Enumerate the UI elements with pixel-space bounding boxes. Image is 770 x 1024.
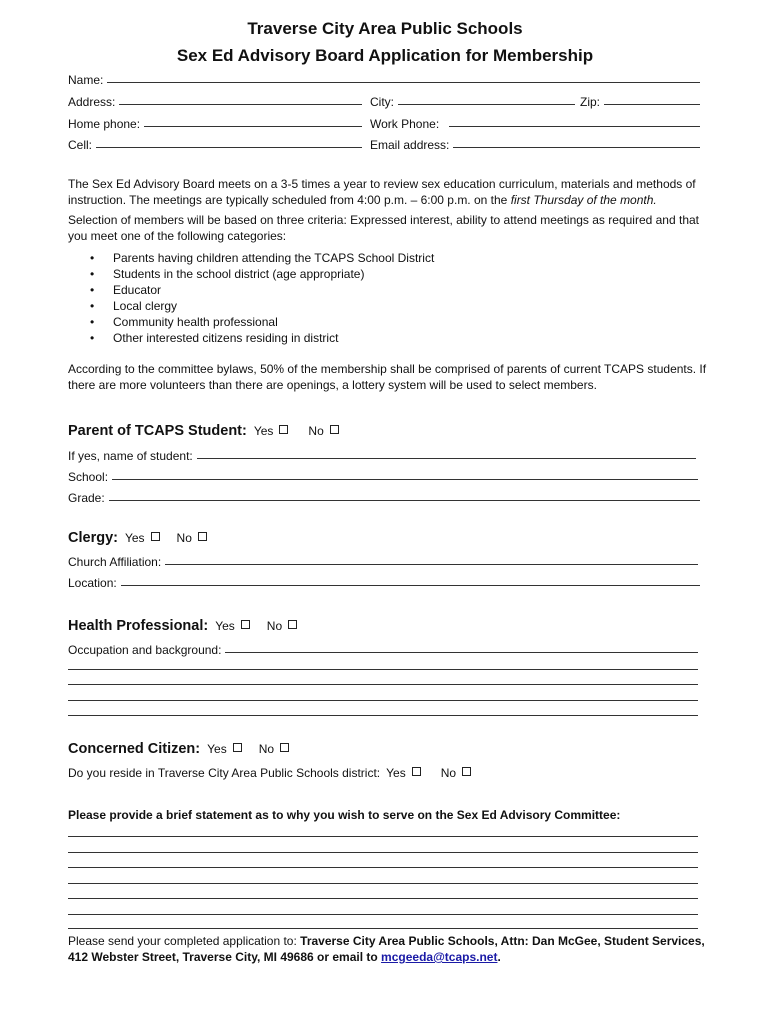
residency-question: Do you reside in Traverse City Area Public Schools district: <box>68 766 381 780</box>
checkbox-icon[interactable] <box>198 532 207 541</box>
category-list <box>90 250 434 346</box>
church-label: Church Affiliation: <box>68 555 162 569</box>
footer-end: . <box>497 950 501 964</box>
list-item: • Other interested citizens residing in district <box>90 331 339 345</box>
email-label: Email address: <box>370 138 450 152</box>
work-phone-field[interactable] <box>370 117 700 131</box>
health-no-option[interactable]: No <box>267 619 297 633</box>
list-item: • Students in the school district (age appropriate) <box>90 267 365 281</box>
checkbox-icon[interactable] <box>279 425 288 434</box>
occupation-line-4[interactable] <box>68 700 698 701</box>
bylaws-paragraph: According to the committee bylaws, 50% of the membership shall be comprised of parents of current TCAPS students. If there are more volunteers than there are openings, a lottery system will be used to select members. <box>68 362 707 392</box>
church-line[interactable] <box>165 564 698 565</box>
list-item: • Community health professional <box>90 315 278 329</box>
bullet-icon: • <box>90 331 95 345</box>
citizen-heading-row <box>68 741 289 757</box>
address-label: Address: <box>68 95 116 109</box>
checkbox-icon[interactable] <box>280 743 289 752</box>
citizen-heading: Concerned Citizen: <box>68 741 201 757</box>
parent-heading: Parent of TCAPS Student: <box>68 423 247 439</box>
address-line[interactable] <box>119 104 362 105</box>
footer-email-link[interactable]: mcgeeda@tcaps.net <box>381 950 498 964</box>
zip-label: Zip: <box>580 95 601 109</box>
clergy-heading: Clergy: <box>68 530 118 546</box>
list-item: • Educator <box>90 283 162 297</box>
home-phone-label: Home phone: <box>68 117 141 131</box>
meetings-text: The Sex Ed Advisory Board meets on a 3-5 times a year to review sex education curriculum, materials and methods of instruction. The meetings are typically scheduled from 4:00 p.m. – 6:00 p.m. on the <box>68 177 696 207</box>
statement-line-7[interactable] <box>68 928 698 929</box>
occupation-line-5[interactable] <box>68 715 698 716</box>
bullet-icon: • <box>90 299 95 313</box>
clergy-no-option[interactable]: No <box>177 531 207 545</box>
footer-lead: Please send your completed application to: <box>68 934 301 948</box>
occupation-field[interactable] <box>68 643 698 657</box>
church-field[interactable] <box>68 555 698 569</box>
checkbox-icon[interactable] <box>233 743 242 752</box>
footer-instructions <box>68 933 718 965</box>
bullet-icon: • <box>90 267 95 281</box>
health-heading-row <box>68 618 297 634</box>
parent-no-option[interactable]: No <box>308 424 338 438</box>
checkbox-icon[interactable] <box>288 620 297 629</box>
checkbox-icon[interactable] <box>151 532 160 541</box>
city-line[interactable] <box>398 104 575 105</box>
title-form: Sex Ed Advisory Board Application for Membership <box>176 46 594 65</box>
grade-line[interactable] <box>109 500 700 501</box>
name-label: Name: <box>68 73 104 87</box>
footer-address: Traverse City Area Public Schools, Attn: Dan McGee, Student Services, 412 Webster Street, Traverse City, MI 49686 or email to <box>68 934 705 964</box>
clergy-yes-option[interactable]: Yes <box>125 531 160 545</box>
checkbox-icon[interactable] <box>241 620 250 629</box>
zip-line[interactable] <box>604 104 700 105</box>
occupation-line-3[interactable] <box>68 684 698 685</box>
email-field[interactable] <box>370 138 700 152</box>
bullet-icon: • <box>90 251 95 265</box>
bullet-icon: • <box>90 283 95 297</box>
occupation-line-2[interactable] <box>68 669 698 670</box>
residency-no-option[interactable]: No <box>441 766 471 780</box>
health-heading: Health Professional: <box>68 618 209 634</box>
parent-heading-row <box>68 423 339 439</box>
location-field[interactable] <box>68 576 700 590</box>
city-label: City: <box>370 95 394 109</box>
citizen-no-option[interactable]: No <box>259 742 289 756</box>
statement-line-2[interactable] <box>68 852 698 853</box>
residency-question-row <box>68 766 471 780</box>
grade-field[interactable] <box>68 491 700 505</box>
school-line[interactable] <box>112 479 698 480</box>
clergy-heading-row <box>68 530 207 546</box>
address-field[interactable] <box>68 95 362 109</box>
meeting-day-text: first Thursday of the month. <box>510 192 657 207</box>
bullet-icon: • <box>90 315 95 329</box>
city-field[interactable] <box>370 95 575 109</box>
location-label: Location: <box>68 576 117 590</box>
statement-line-5[interactable] <box>68 898 698 899</box>
statement-line-3[interactable] <box>68 867 698 868</box>
parent-yes-option[interactable]: Yes <box>254 424 289 438</box>
statement-prompt: Please provide a brief statement as to why you wish to serve on the Sex Ed Advisory Committee: <box>68 808 621 822</box>
cell-line[interactable] <box>96 147 362 148</box>
title-district: Traverse City Area Public Schools <box>247 19 523 38</box>
name-line[interactable] <box>107 82 700 83</box>
checkbox-icon[interactable] <box>412 767 421 776</box>
school-field[interactable] <box>68 470 698 484</box>
occupation-label: Occupation and background: <box>68 643 222 657</box>
student-name-field[interactable] <box>68 449 696 463</box>
health-yes-option[interactable]: Yes <box>215 619 250 633</box>
intro-paragraph-meetings <box>68 177 718 208</box>
student-name-label: If yes, name of student: <box>68 449 193 463</box>
checkbox-icon[interactable] <box>330 425 339 434</box>
list-item: • Parents having children attending the TCAPS School District <box>90 251 435 265</box>
school-label: School: <box>68 470 109 484</box>
cell-label: Cell: <box>68 138 93 152</box>
student-name-line[interactable] <box>197 458 696 459</box>
email-line[interactable] <box>453 147 700 148</box>
cell-field[interactable] <box>68 138 362 152</box>
work-phone-label: Work Phone: <box>370 117 440 131</box>
statement-line-6[interactable] <box>68 914 698 915</box>
statement-line-4[interactable] <box>68 883 698 884</box>
zip-field[interactable] <box>580 95 700 109</box>
checkbox-icon[interactable] <box>462 767 471 776</box>
home-phone-field[interactable] <box>68 117 362 131</box>
work-phone-line[interactable] <box>449 126 700 127</box>
home-phone-line[interactable] <box>144 126 362 127</box>
citizen-yes-option[interactable]: Yes <box>207 742 242 756</box>
statement-line-1[interactable] <box>68 836 698 837</box>
location-line[interactable] <box>121 585 700 586</box>
occupation-line[interactable] <box>225 652 698 653</box>
list-item: • Local clergy <box>90 299 178 313</box>
intro-paragraph-selection: Selection of members will be based on three criteria: Expressed interest, ability to attend meetings as required and that you meet one of the following categories: <box>68 213 700 243</box>
grade-label: Grade: <box>68 491 105 505</box>
name-field[interactable] <box>68 73 700 87</box>
residency-yes-option[interactable]: Yes <box>386 766 421 780</box>
